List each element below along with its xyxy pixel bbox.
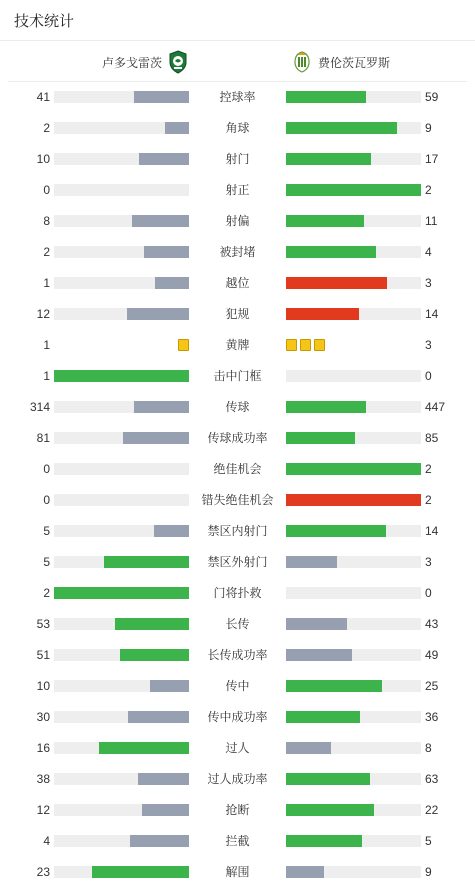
home-stat-bar [54,649,189,661]
home-stat-value: 314 [29,400,50,414]
stat-label: 过人成功率 [207,772,268,786]
home-stat-bar [54,773,189,785]
home-stat-value: 81 [36,431,50,445]
away-stat-bar-fill [286,401,366,413]
home-stat-value: 30 [36,710,50,724]
away-stat-bar [286,649,421,661]
home-stat-bar [54,215,189,227]
home-stat-bar-fill [154,525,189,537]
home-stat-value: 5 [43,524,50,538]
away-stat-bar [286,556,421,568]
stat-label: 长传 [225,617,250,631]
home-stat-value: 1 [43,338,50,352]
stat-row [0,670,475,701]
away-stat-bar-fill [286,432,355,444]
stat-label: 门将扑救 [213,586,262,600]
away-stat-bar [286,525,421,537]
home-stat-bar-fill [54,370,189,382]
home-stat-bar [54,432,189,444]
stat-row [0,701,475,732]
home-stat-bar-fill [155,277,189,289]
away-team-crest-icon [292,50,312,74]
stat-label: 击中门框 [213,369,262,383]
home-stat-bar-fill [150,680,189,692]
stat-row [0,360,475,391]
away-stat-value: 2 [425,493,432,507]
away-stat-value: 9 [425,121,432,135]
stat-label: 禁区外射门 [207,555,268,569]
away-stat-value: 3 [425,276,432,290]
home-stat-bar-fill [92,866,189,878]
home-stat-value: 51 [36,648,50,662]
stat-label: 绝佳机会 [213,462,262,476]
home-stat-bar-fill [139,153,189,165]
away-stat-bar [286,711,421,723]
stat-label: 被封堵 [219,245,256,259]
home-stat-bar-fill [165,122,189,134]
home-stat-bar-fill [115,618,189,630]
yellow-card-icon [286,339,297,351]
home-stat-bar-fill [132,215,189,227]
home-stat-bar-fill [134,401,189,413]
away-stat-bar-fill [286,711,360,723]
away-stat-value: 14 [425,524,439,538]
away-stat-value: 49 [425,648,439,662]
stat-label: 禁区内射门 [207,524,268,538]
home-stat-bar-fill [134,91,189,103]
stat-label: 黄牌 [225,338,250,352]
home-stat-value: 0 [43,462,50,476]
home-stat-bar [54,525,189,537]
home-team-name: 卢多戈雷茨 [102,55,163,70]
home-stat-bar [54,153,189,165]
away-stat-value: 22 [425,803,439,817]
stat-row [0,577,475,608]
away-stat-value: 11 [425,214,438,228]
away-stat-bar-fill [286,91,366,103]
stat-label: 拦截 [225,834,250,848]
home-stat-bar [54,804,189,816]
away-stat-bar [286,277,421,289]
stat-row [0,515,475,546]
home-stat-bar-fill [104,556,189,568]
home-stat-bar-fill [138,773,189,785]
home-stat-value: 5 [43,555,50,569]
away-stat-value: 8 [425,741,432,755]
away-stat-value: 59 [425,90,439,104]
stats-list [0,81,475,887]
yellow-card-icon [300,339,311,351]
stat-row [0,81,475,112]
stat-row [0,391,475,422]
home-stat-bar [54,308,189,320]
home-stat-bar [54,618,189,630]
stat-label: 越位 [225,276,250,290]
stat-row [0,608,475,639]
away-stat-bar [286,866,421,878]
away-stat-bar-fill [286,308,359,320]
away-stat-bar-fill [286,618,347,630]
away-stat-bar-fill [286,184,421,196]
home-stat-bar-fill [54,587,189,599]
home-stat-bar [54,463,189,475]
away-stat-bar [286,587,421,599]
away-stat-bar-fill [286,246,376,258]
away-stat-bar [286,153,421,165]
away-stat-value: 3 [425,555,432,569]
stat-label: 犯规 [225,307,250,321]
home-stat-value: 53 [36,617,50,631]
stat-row [0,484,475,515]
home-stat-bar [54,246,189,258]
home-stat-value: 0 [43,493,50,507]
away-stat-bar [286,742,421,754]
home-team-header[interactable] [102,50,188,74]
away-stat-bar [286,773,421,785]
stat-row [0,763,475,794]
stat-label: 传中 [225,679,250,693]
away-stat-bar [286,494,421,506]
stat-row [0,267,475,298]
home-stat-bar [54,556,189,568]
page-title: 技术统计 [14,13,75,30]
stat-row [0,174,475,205]
away-stat-bar-fill [286,525,386,537]
away-stat-bar [286,401,421,413]
home-stat-bar [54,401,189,413]
away-stat-bar [286,463,421,475]
home-stat-value: 41 [36,90,50,104]
stat-row [0,794,475,825]
home-stat-value: 1 [43,369,50,383]
away-stat-value: 43 [425,617,439,631]
away-stat-bar-fill [286,742,331,754]
away-stat-bar [286,370,421,382]
home-stat-value: 10 [36,679,50,693]
home-stat-bar-fill [120,649,189,661]
home-stat-value: 12 [36,307,50,321]
away-stat-bar-fill [286,649,352,661]
away-stat-bar-fill [286,215,364,227]
home-stat-value: 2 [43,121,50,135]
home-stat-bar [54,277,189,289]
home-yellow-cards [178,339,189,351]
stat-label: 角球 [225,121,250,135]
away-stat-bar [286,215,421,227]
stat-label: 解围 [225,865,250,879]
away-stat-value: 9 [425,865,432,879]
away-stat-bar-fill [286,804,374,816]
stat-row [0,205,475,236]
stat-label: 射门 [225,152,250,166]
away-stat-value: 0 [425,586,432,600]
away-stat-bar-fill [286,463,421,475]
away-team-header[interactable] [292,50,390,74]
stat-row [0,732,475,763]
away-team-name: 费伦茨瓦罗斯 [318,55,391,70]
stat-row [0,329,475,360]
stat-row [0,825,475,856]
away-stat-bar [286,680,421,692]
home-stat-bar [54,680,189,692]
away-stat-value: 5 [425,834,432,848]
stat-label: 传球成功率 [207,431,268,445]
away-stat-value: 14 [425,307,439,321]
stat-label: 抢断 [225,803,250,817]
away-stat-value: 0 [425,369,432,383]
away-stat-bar-fill [286,556,337,568]
home-stat-value: 38 [36,772,50,786]
home-stat-bar-fill [99,742,189,754]
stat-label: 射正 [225,183,250,197]
stat-row [0,453,475,484]
home-stat-bar-fill [144,246,189,258]
stat-label: 过人 [225,741,250,755]
home-stat-value: 16 [36,741,50,755]
stat-row [0,546,475,577]
away-stat-bar-fill [286,866,324,878]
away-stat-value: 63 [425,772,439,786]
stat-row [0,298,475,329]
home-stat-bar-fill [130,835,189,847]
home-stat-value: 23 [36,865,50,879]
home-stat-bar [54,370,189,382]
away-stat-bar-fill [286,122,397,134]
away-stat-bar [286,91,421,103]
home-stat-bar [54,587,189,599]
away-stat-value: 25 [425,679,439,693]
away-stat-bar [286,122,421,134]
home-stat-value: 0 [43,183,50,197]
home-stat-value: 2 [43,245,50,259]
away-stat-value: 2 [425,183,432,197]
away-stat-bar-fill [286,153,371,165]
home-stat-bar [54,866,189,878]
stat-label: 控球率 [219,90,256,104]
away-stat-value: 36 [425,710,439,724]
away-stat-bar [286,184,421,196]
stat-label: 错失绝佳机会 [201,493,274,507]
stat-label: 长传成功率 [207,648,268,662]
home-stat-bar [54,122,189,134]
stat-label: 传中成功率 [207,710,268,724]
away-stat-value: 447 [425,400,446,414]
home-stat-value: 2 [43,586,50,600]
away-stat-bar-fill [286,680,382,692]
home-stat-bar-fill [128,711,189,723]
away-stat-bar-fill [286,277,387,289]
away-stat-value: 17 [425,152,439,166]
home-stat-value: 8 [43,214,50,228]
away-stat-bar-fill [286,773,370,785]
home-stat-value: 4 [43,834,50,848]
away-stat-bar [286,804,421,816]
stat-label: 传球 [225,400,250,414]
stat-label: 射偏 [225,214,250,228]
stat-row [0,422,475,453]
home-stat-value: 12 [36,803,50,817]
away-stat-value: 3 [425,338,432,352]
home-stat-bar [54,494,189,506]
title-divider [0,40,475,41]
away-yellow-cards [286,339,325,351]
home-stat-bar [54,711,189,723]
stat-row [0,112,475,143]
home-stat-bar-fill [123,432,189,444]
home-stat-bar [54,184,189,196]
away-stat-value: 85 [425,431,439,445]
home-team-crest-icon [168,50,188,74]
home-stat-bar [54,742,189,754]
home-stat-value: 10 [36,152,50,166]
away-stat-value: 4 [425,245,432,259]
stat-row [0,236,475,267]
away-stat-bar-fill [286,494,421,506]
home-stat-value: 1 [43,276,50,290]
away-stat-value: 2 [425,462,432,476]
away-stat-bar [286,308,421,320]
away-stat-bar [286,835,421,847]
home-stat-bar [54,91,189,103]
yellow-card-icon [178,339,189,351]
yellow-card-icon [314,339,325,351]
away-stat-bar [286,432,421,444]
away-stat-bar [286,618,421,630]
away-stat-bar [286,246,421,258]
home-stat-bar-fill [127,308,189,320]
stat-row [0,856,475,887]
away-stat-bar-fill [286,835,362,847]
home-stat-bar-fill [142,804,189,816]
stat-row [0,639,475,670]
stat-row [0,143,475,174]
home-stat-bar [54,835,189,847]
